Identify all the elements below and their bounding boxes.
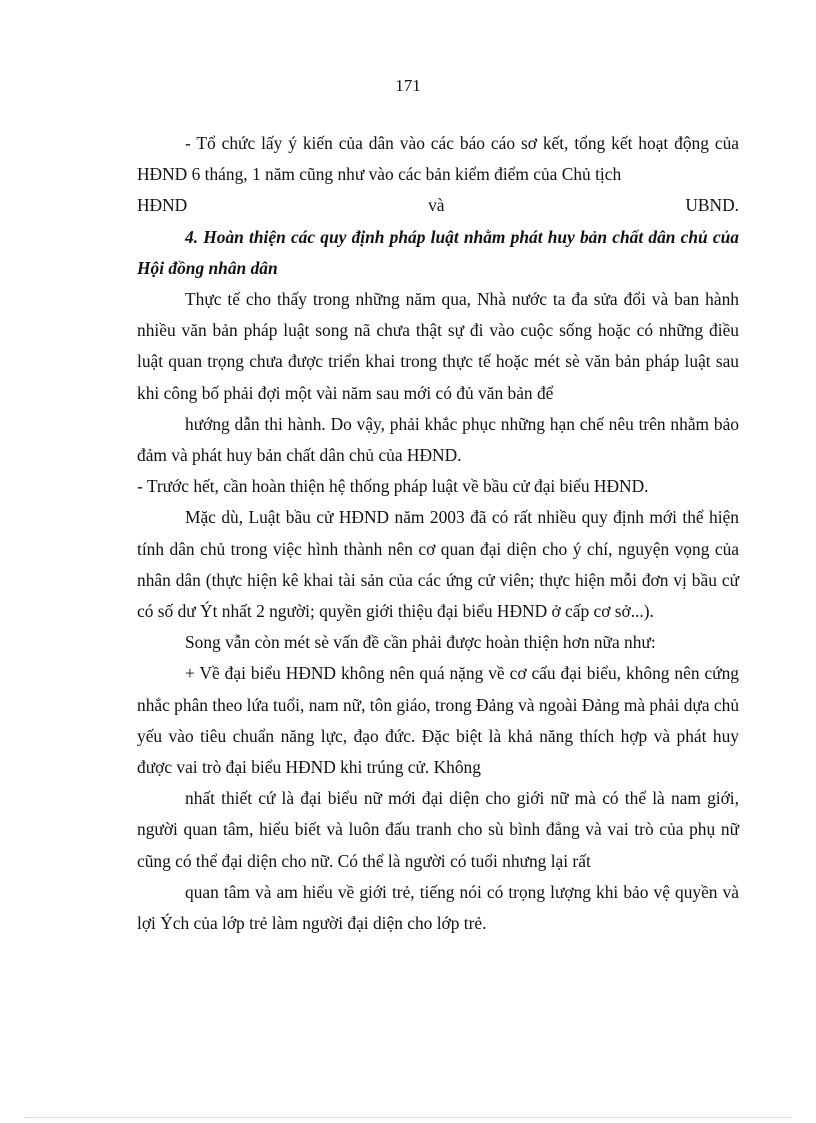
paragraph-law-2003: Mặc dù, Luật bầu cử HĐND năm 2003 đã có rất nhiều quy định mới thể hiện tính dân chủ trong việc hình thành nên cơ quan đại diện cho ý chí, nguyện vọng của nhân dân (thực hiện kê khai tài sản của các ứng cử viên; thực hiện mỗi đơn vị bầu cử có số dư Ýt nhất 2 người; quyền giới thiệu đại biểu HĐND ở cấp cơ sở...). (137, 507, 739, 622)
paragraph-feedback-reports-tail (137, 190, 739, 221)
paragraph-guidance: hướng dẫn thi hành. Do vậy, phải khắc phục những hạn chế nêu trên nhằm bảo đảm và phát huy bản chất dân chủ của HĐND. (137, 413, 739, 466)
page-number: 171 (395, 76, 421, 95)
tail-word-ubnd: UBND. (685, 195, 739, 216)
section-heading: 4. Hoàn thiện các quy định pháp luật nhằm phát huy bản chất dân chủ của Hội đồng nhân dân (137, 226, 739, 278)
paragraph-reality: Thực tế cho thấy trong những năm qua, Nhà nước ta đa sửa đổi và ban hành nhiều văn bản pháp luật song nã chưa thật sự đi vào cuộc sống hoặc có những điều luật quan trọng chưa được triển khai trong thực tế hoặc mét sè văn bản pháp luật sau khi công bố phải đợi một vài năm sau mới có đủ văn bản để (137, 289, 739, 403)
paragraph-female-delegates: nhất thiết cứ là đại biểu nữ mới đại diện cho giới nữ mà có thể là nam giới, người quan tâm, hiểu biết và luôn đấu tranh cho sù bình đẳng và vai trò của phụ nữ cũng có thể đại diện cho nữ. Có thể là người có tuổi nhưng lại rất (137, 788, 739, 871)
tail-word-hdnd: HĐND (137, 195, 188, 216)
paragraph-election-law: - Trước hết, cần hoàn thiện hệ thống pháp luật về bầu cử đại biểu HĐND. (137, 476, 649, 497)
paragraph-feedback-reports: - Tổ chức lấy ý kiến của dân vào các báo cáo sơ kết, tổng kết hoạt động của HĐND 6 tháng, 1 năm cũng như vào các bản kiểm điểm của Chủ tịch (137, 133, 739, 185)
page-bottom-rule (24, 1117, 792, 1118)
document-body (137, 128, 739, 939)
paragraph-remaining-issues: Song vẫn còn mét sè vấn đề cần phải được hoàn thiện hơn nữa như: (185, 632, 656, 653)
paragraph-youth-delegates: quan tâm và am hiểu về giới trẻ, tiếng nói có trọng lượng khi bảo vệ quyền và lợi Ých của lớp trẻ làm người đại diện cho lớp trẻ. (137, 881, 739, 934)
paragraph-delegate-structure: + Về đại biểu HĐND không nên quá nặng về cơ cấu đại biểu, không nên cứng nhắc phân theo lứa tuổi, nam nữ, tôn giáo, trong Đảng và ngoài Đảng mà phải dựa chủ yếu vào tiêu chuẩn năng lực, đạo đức. Đặc biệt là khả năng thích hợp và phát huy được vai trò đại biểu HĐND khi trúng cử. Không (137, 663, 740, 778)
tail-word-va: và (428, 195, 445, 216)
